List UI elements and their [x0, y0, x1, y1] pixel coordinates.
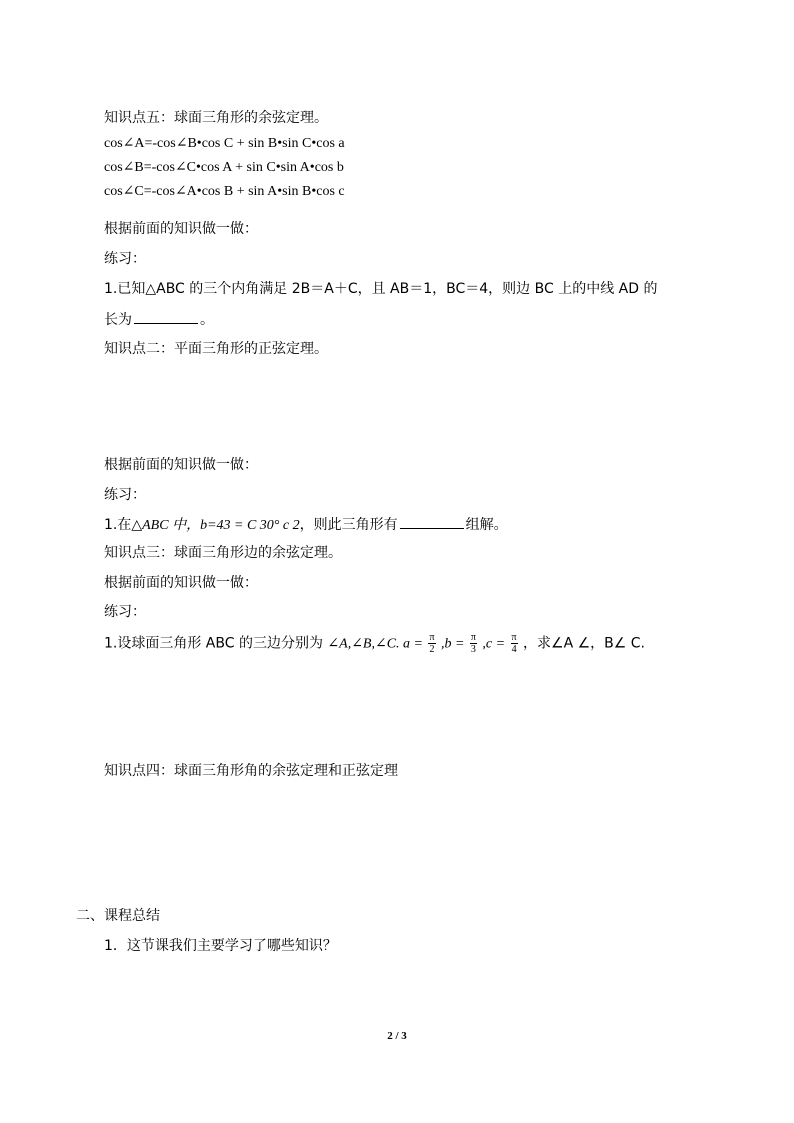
question-3 [104, 632, 645, 655]
question-2-end: 组解。 [465, 517, 508, 533]
question-3-end: ，求∠A ∠，B∠ C. [523, 635, 646, 652]
exercise-label-2: 练习： [104, 487, 146, 503]
answer-blank-1[interactable] [134, 309, 198, 324]
formula-cos-a: cos∠A=-cos∠B•cos C + sin B•sin C•cos a [104, 136, 345, 151]
kp3-heading: 知识点三：球面三角形边的余弦定理。 [104, 545, 342, 561]
question-3-b: ,b = [440, 636, 465, 652]
question-1-line-2 [104, 309, 214, 330]
question-3-angles: ∠A,∠B,∠C. a = [327, 636, 424, 652]
exercise-label-3: 练习： [104, 604, 146, 620]
kp4-heading: 知识点四：球面三角形角的余弦定理和正弦定理 [104, 763, 398, 779]
page-number: 2 / 3 [387, 1030, 407, 1042]
do-it-prompt-1: 根据前面的知识做一做： [104, 221, 258, 237]
summary-heading: 二、课程总结 [76, 908, 160, 924]
formula-cos-b: cos∠B=-cos∠C•cos A + sin C•sin A•cos b [104, 160, 344, 175]
question-2-formula: △ABC 中，b=43 = C 30° c 2 [131, 518, 300, 533]
kp5-heading: 知识点五：球面三角形的余弦定理。 [104, 110, 328, 126]
question-2-mid: ，则此三角形有 [299, 517, 398, 533]
question-1-line-1: 1.已知△ABC 的三个内角满足 2B＝A＋C，且 AB＝1，BC＝4，则边 BC 上的中线 AD 的 [104, 281, 658, 297]
fraction-pi-over-2: $\frac{\pi}{2}$ [429, 632, 435, 655]
question-1-end: 。 [200, 312, 214, 328]
exercise-label-1: 练习： [104, 251, 146, 267]
question-2 [104, 514, 508, 536]
question-2-prefix: 1.在 [104, 517, 132, 533]
question-3-prefix: 1.设球面三角形 ABC 的三边分别为 [104, 635, 323, 652]
summary-question-1: 1．这节课我们主要学习了哪些知识？ [104, 938, 337, 954]
fraction-pi-over-4: $\frac{\pi}{4}$ [511, 632, 517, 655]
do-it-prompt-2: 根据前面的知识做一做： [104, 457, 258, 473]
question-3-c: ,c = [482, 636, 506, 652]
kp2-heading: 知识点二：平面三角形的正弦定理。 [104, 341, 328, 357]
fraction-pi-over-3: $\frac{\pi}{3}$ [470, 632, 476, 655]
question-1-length-label: 长为 [104, 312, 132, 328]
answer-blank-2[interactable] [400, 514, 464, 529]
formula-cos-c: cos∠C=-cos∠A•cos B + sin A•sin B•cos c [104, 184, 345, 199]
do-it-prompt-3: 根据前面的知识做一做： [104, 575, 258, 591]
